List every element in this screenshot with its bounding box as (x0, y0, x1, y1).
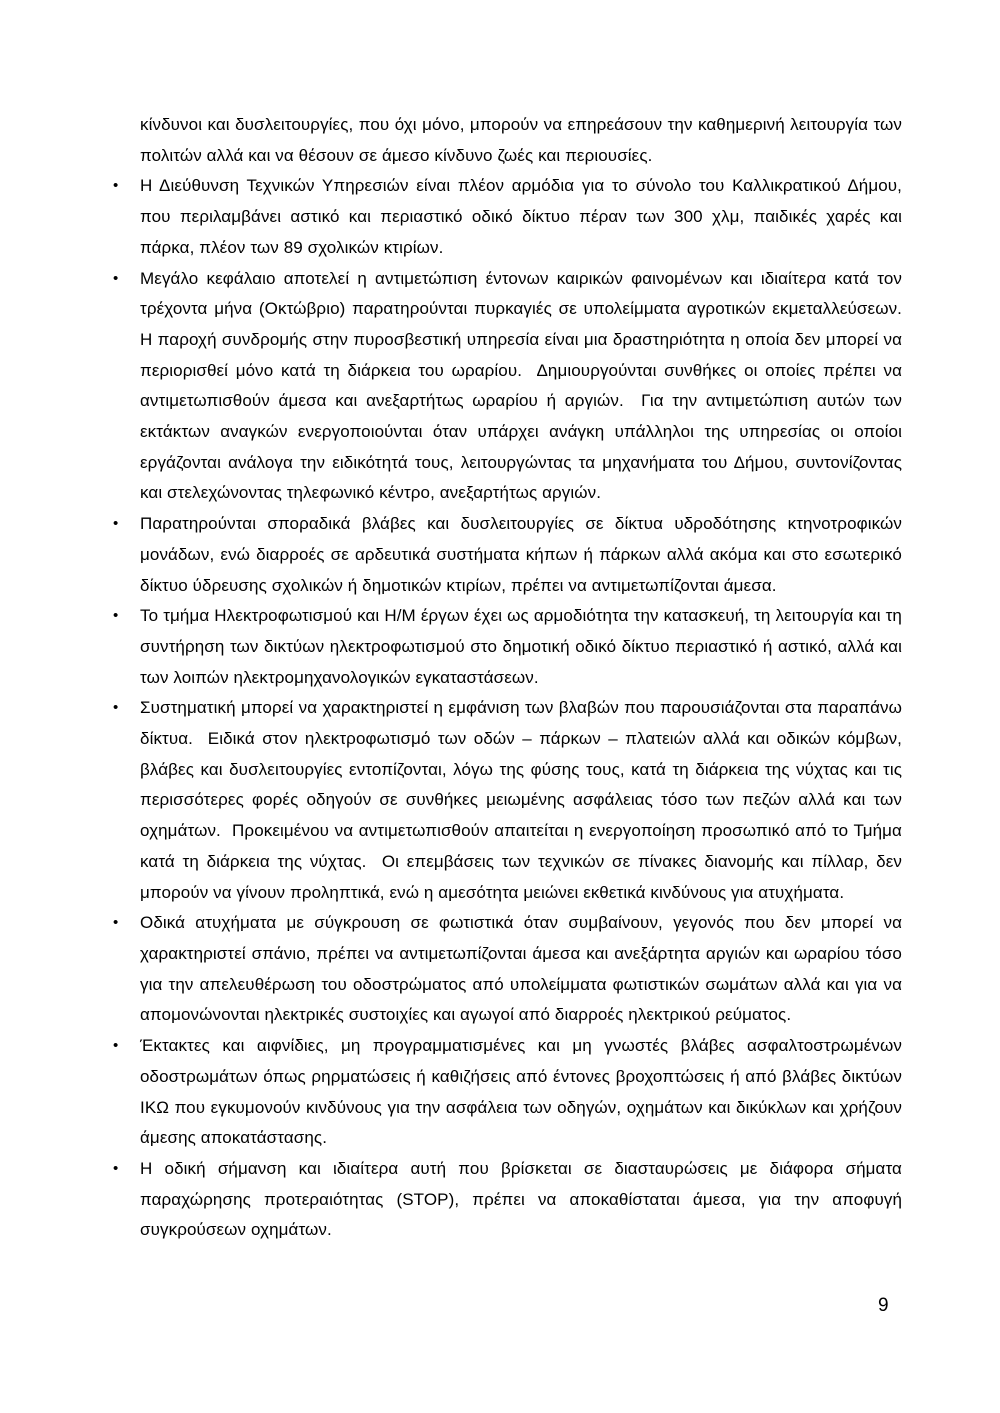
bullet-text: Παρατηρούνται σποραδικά βλάβες και δυσλειτουργίες σε δίκτυα υδροδότησης κτηνοτροφικών μονάδων, ενώ διαρροές σε αρδευτικά συστήματα κήπων ή πάρκων αλλά ακόμα και στο εσωτερικό δίκτυο ύδρευσης σχολικών ή δημοτικών κτιρίων, πρέπει να αντιμετωπίζονται άμεσα. (140, 514, 907, 595)
bullet-text: Η Διεύθυνση Τεχνικών Υπηρεσιών είναι πλέον αρμόδια για το σύνολο του Καλλικρατικού Δήμου, που περιλαμβάνει αστικό και περιαστικό οδικό δίκτυο πέραν των 300 χλμ, παιδικές χαρές και πάρκα, πλέον των 89 σχολικών κτιρίων. (140, 176, 907, 257)
bullet-text: Συστηματική μπορεί να χαρακτηριστεί η εμφάνιση των βλαβών που παρουσιάζονται στα παραπάνω δίκτυα. Ειδικά στον ηλεκτροφωτισμό των οδών – πάρκων – πλατειών αλλά και οδικών κόμβων, βλάβες και δυσλειτουργίες εντοπίζονται, λόγω της φύσης τους, κατά τη διάρκεια της νύχτας και τις περισσότερες φορές οδηγούν σε συνθήκες μειωμένης ασφάλειας τόσο των πεζών αλλά και των οχημάτων. Προκειμένου να αντιμετωπισθούν απαιτείται η ενεργοποίηση προσωπικό από το Τμήμα κατά τη διάρκεια της νύχτας. Οι επεμβάσεις των τεχνικών σε πίνακες διανομής και πίλλαρ, δεν μπορούν να γίνουν προληπτικά, ενώ η αμεσότητα μειώνει εκθετικά κινδύνους για ατυχήματα. (140, 698, 907, 902)
bullet-text: Το τμήμα Ηλεκτροφωτισμού και Η/Μ έργων έχει ως αρμοδιότητα την κατασκευή, τη λειτουργία και τη συντήρηση των δικτύων ηλεκτροφωτισμού στο δημοτική οδικό δίκτυο περιαστικό ή αστικό, αλλά και των λοιπών ηλεκτρομηχανολογικών εγκαταστάσεων. (140, 606, 907, 687)
bullet-text: Η οδική σήμανση και ιδιαίτερα αυτή που βρίσκεται σε διασταυρώσεις με διάφορα σήματα παραχώρησης προτεραιότητας (STOP), πρέπει να αποκαθίσταται άμεσα, για την αποφυγή συγκρούσεων οχημάτων. (140, 1158, 907, 1240)
bullet-item (113, 1031, 907, 1154)
bullet-item (113, 171, 907, 263)
bullet-icon: • (113, 269, 119, 287)
bullet-icon: • (113, 515, 119, 533)
bullet-icon: • (113, 699, 119, 717)
page-number: 9 (878, 1295, 889, 1316)
bullet-icon: • (113, 914, 119, 932)
bullet-item (113, 693, 907, 908)
bullet-icon: • (113, 1037, 119, 1055)
bullet-text: Μεγάλο κεφάλαιο αποτελεί η αντιμετώπιση έντονων καιρικών φαινομένων και ιδιαίτερα κατά τον τρέχοντα μήνα (Οκτώβριο) παρατηρούνται πυρκαγιές σε υπολείμματα αγροτικών εκμεταλλεύσεων. Η παροχή συνδρομής στην πυροσβεστική υπηρεσία είναι μια δραστηριότητα η οποία δεν μπορεί να περιορισθεί μόνο κατά τη διάρκεια του ωραρίου. Δημιουργούνται συνθήκες οι οποίες πρέπει να αντιμετωπισθούν άμεσα και ανεξαρτήτως ωραρίου ή αργιών. Για την αντιμετώπιση αυτών των εκτάκτων αναγκών ενεργοποιούνται όταν υπάρχει ανάγκη υπάλληλοι της υπηρεσίας οι οποίοι εργάζονται ανάλογα την ειδικότητά τους, λειτουργώντας τα μηχανήματα του Δήμου, συντονίζοντας και στελεχώνοντας τηλεφωνικό κέντρο, ανεξαρτήτως αργιών. (140, 268, 912, 503)
page-body (113, 110, 912, 1246)
bullet-text: Οδικά ατυχήματα με σύγκρουση σε φωτιστικά όταν συμβαίνουν, γεγονός που δεν μπορεί να χαρακτηριστεί σπάνιο, πρέπει να αντιμετωπίζονται άμεσα και ανεξάρτητα αργιών και ωραρίου τόσο για την απελευθέρωση του οδοστρώματος από υπολείμματα φωτιστικών σωμάτων αλλά και για να απομονώνονται ηλεκτρικές συστοιχίες και αγωγοί από διαρροές ηλεκτρικού ρεύματος. (140, 913, 907, 1025)
bullet-icon: • (113, 1159, 119, 1177)
bullet-item (113, 601, 907, 693)
bullet-item (113, 509, 907, 601)
bullet-icon: • (113, 607, 119, 625)
paragraph-continuation: κίνδυνοι και δυσλειτουργίες, που όχι μόνο, μπορούν να επηρεάσουν την καθημερινή λειτουργία των πολιτών αλλά και να θέσουν σε άμεσο κίνδυνο ζωές και περιουσίες. (140, 115, 907, 165)
bullet-icon: • (113, 177, 119, 195)
bullet-item (113, 908, 907, 1031)
bullet-text: Έκτακτες και αιφνίδιες, μη προγραμματισμένες και μη γνωστές βλάβες ασφαλτοστρωμένων οδοστρωμάτων όπως ρηρματώσεις ή καθιζήσεις από έντονες βροχοπτώσεις ή από βλάβες δικτύων ΙΚΩ που εγκυμονούν κινδύνους για την ασφάλεια των οδηγών, οχημάτων και δικύκλων και χρήζουν άμεσης αποκατάστασης. (140, 1036, 907, 1148)
bullet-item (113, 1154, 907, 1246)
bullet-item (113, 264, 912, 510)
